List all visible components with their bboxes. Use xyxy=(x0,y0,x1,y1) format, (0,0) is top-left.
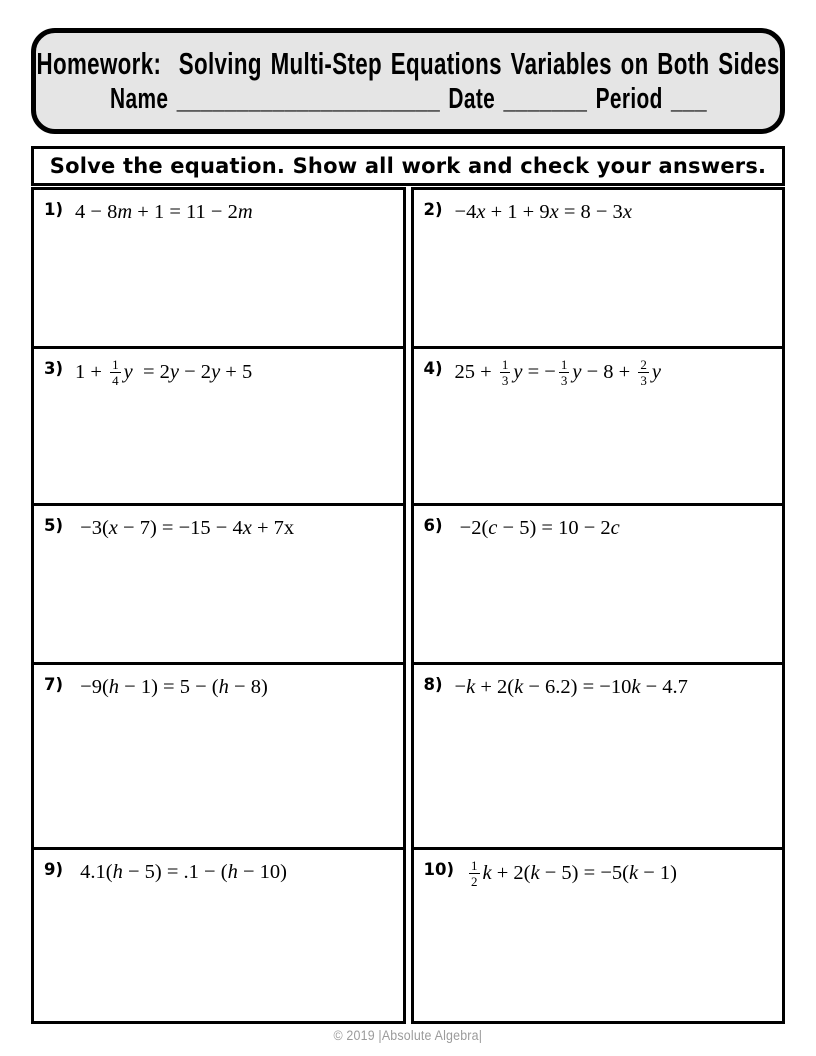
problems-grid xyxy=(31,187,785,1024)
math-variable: y xyxy=(211,360,221,383)
math-variable: x xyxy=(108,517,118,539)
math-text: 25 + xyxy=(454,360,497,383)
math-text: −4 xyxy=(454,201,477,223)
math-text: − 10) xyxy=(237,861,287,883)
math-variable: c xyxy=(488,517,498,539)
problems-column-right xyxy=(411,187,786,1024)
problem-number-3: 3) xyxy=(44,359,64,378)
math-text: = 8 − 3 xyxy=(558,201,623,223)
problem-equation-3 xyxy=(75,357,252,387)
worksheet-title-row xyxy=(0,47,816,81)
math-variable: x xyxy=(622,201,632,223)
math-text: − 5) = 10 − 2 xyxy=(497,517,611,539)
problem-number-1: 1) xyxy=(44,200,64,219)
problem-equation-6 xyxy=(455,514,620,543)
problem-cell-5 xyxy=(34,503,403,662)
math-variable: m xyxy=(237,201,253,223)
period-blank: ___ xyxy=(670,82,707,115)
math-variable: x xyxy=(549,201,559,223)
math-text: = 2 xyxy=(132,360,170,383)
math-text: + 2( xyxy=(491,861,531,884)
instruction-text: Solve the equation. Show all work and check your answers. xyxy=(49,154,767,178)
problem-cell-6 xyxy=(414,503,783,662)
problem-equation-10 xyxy=(466,858,677,888)
math-variable: c xyxy=(610,517,620,539)
math-variable: m xyxy=(117,201,133,223)
math-text: 4.1( xyxy=(75,861,113,883)
math-text: + 1 + 9 xyxy=(485,201,550,223)
problem-cell-3 xyxy=(34,346,403,503)
problem-cell-10 xyxy=(414,847,783,1021)
math-variable: h xyxy=(227,861,238,883)
math-text: − 5) = .1 − ( xyxy=(122,861,228,883)
fraction: $\frac{1}{3}$ xyxy=(560,357,568,388)
problem-number-7: 7) xyxy=(44,675,64,694)
problem-equation-7 xyxy=(75,673,268,702)
math-text: 1 + xyxy=(75,360,108,383)
problem-cell-4 xyxy=(414,346,783,503)
math-text: − 4.7 xyxy=(640,676,688,698)
math-text: − 1) xyxy=(638,861,677,884)
fraction: $\frac{1}{3}$ xyxy=(501,357,509,388)
copyright-text: © 2019 |Absolute Algebra| xyxy=(333,1028,483,1043)
math-variable: x xyxy=(242,517,252,539)
problem-equation-5 xyxy=(75,514,294,543)
problem-cell-1 xyxy=(34,190,403,346)
math-variable: k xyxy=(514,676,524,698)
math-variable: y xyxy=(123,360,133,383)
math-variable: h xyxy=(108,676,120,698)
math-variable: k xyxy=(482,861,492,884)
math-text: + 1 = 11 − 2 xyxy=(132,201,238,223)
math-variable: k xyxy=(530,861,540,884)
math-text: − xyxy=(454,676,467,698)
problem-equation-8 xyxy=(455,673,688,702)
problem-number-5: 5) xyxy=(44,516,64,535)
name-blank: ______________________ xyxy=(176,82,440,115)
problem-number-2: 2) xyxy=(423,200,443,219)
header-box xyxy=(31,28,785,134)
math-variable: k xyxy=(628,861,639,884)
problem-cell-2 xyxy=(414,190,783,346)
name-date-period-line xyxy=(110,84,707,116)
math-variable: k xyxy=(466,676,476,698)
name-label: Name xyxy=(109,82,177,115)
fraction: $\frac{1}{2}$ xyxy=(471,858,478,889)
math-text: + 5 xyxy=(220,360,253,383)
problem-number-4: 4) xyxy=(423,359,443,378)
problem-number-8: 8) xyxy=(423,675,443,694)
name-date-period-row xyxy=(0,84,816,116)
math-variable: y xyxy=(572,360,582,383)
problem-number-10: 10) xyxy=(423,860,455,879)
problem-equation-2 xyxy=(455,198,632,227)
problem-equation-1 xyxy=(75,198,253,227)
math-variable: y xyxy=(651,360,661,383)
math-text: − 6.2) = −10 xyxy=(523,676,632,698)
math-text: −3( xyxy=(75,517,109,539)
problem-number-6: 6) xyxy=(423,516,443,535)
instruction-bar xyxy=(31,146,785,186)
math-text: − 5) = −5( xyxy=(539,861,629,884)
math-text: −2( xyxy=(454,517,489,539)
math-text: − 2 xyxy=(179,360,212,383)
problem-equation-4 xyxy=(455,357,661,387)
math-text: 4 − 8 xyxy=(75,201,118,223)
math-text: + 2( xyxy=(475,676,515,698)
math-variable: h xyxy=(218,676,229,698)
math-variable: h xyxy=(112,861,123,883)
date-label: Date xyxy=(439,82,503,115)
date-blank: _______ xyxy=(502,82,587,115)
problem-cell-7 xyxy=(34,662,403,847)
problem-equation-9 xyxy=(75,858,287,887)
footer xyxy=(31,1027,785,1045)
math-variable: y xyxy=(513,360,523,383)
math-text: − 8 + xyxy=(581,360,636,383)
math-text: − 8) xyxy=(228,676,268,698)
problem-number-9: 9) xyxy=(44,860,64,879)
math-variable: k xyxy=(631,676,641,698)
math-text: − 7) = −15 − 4 xyxy=(117,517,243,539)
worksheet-title: Homework: Solving Multi-Step Equations Variables on Both Sides xyxy=(36,45,780,81)
problem-cell-9 xyxy=(34,847,403,1021)
period-label: Period xyxy=(586,82,671,115)
fraction: $\frac{1}{4}$ xyxy=(112,357,119,388)
math-variable: y xyxy=(169,360,179,383)
fraction: $\frac{2}{3}$ xyxy=(640,357,647,388)
problems-column-left xyxy=(31,187,406,1024)
math-text: = − xyxy=(522,360,556,383)
problem-cell-8 xyxy=(414,662,783,847)
math-text: − 1) = 5 − ( xyxy=(119,676,219,698)
math-variable: x xyxy=(476,201,486,223)
math-text: −9( xyxy=(75,676,109,698)
math-text: + 7x xyxy=(251,517,295,539)
